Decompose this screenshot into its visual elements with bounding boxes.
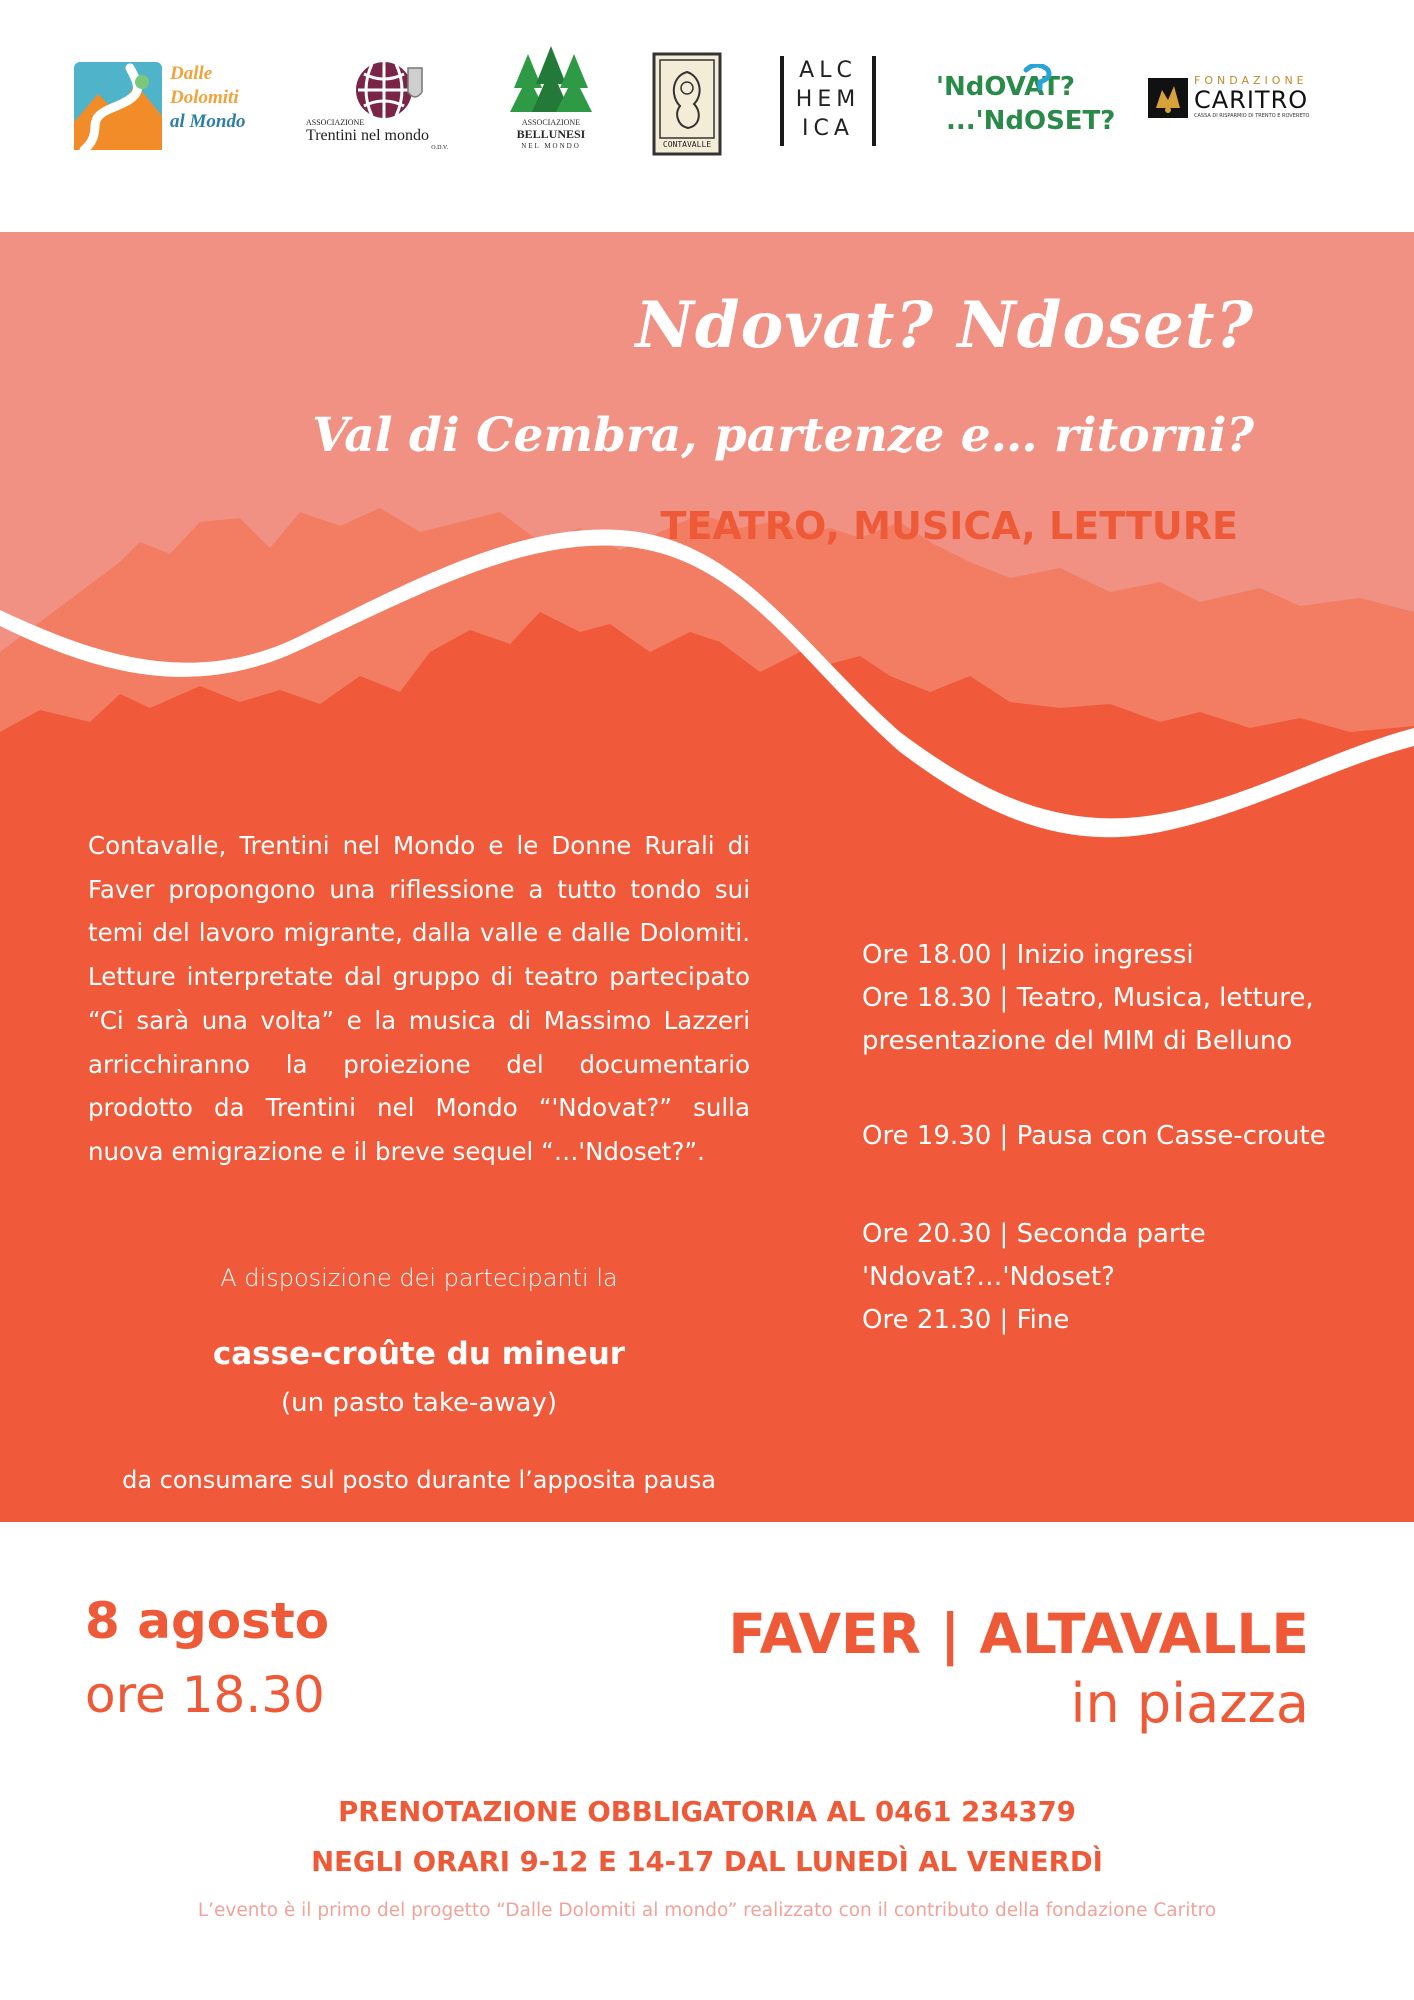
- alchemica-line3: ICA: [802, 116, 854, 141]
- alchemica-line1: ALC: [799, 58, 857, 83]
- meal-name: casse-croûte du mineur: [212, 1336, 626, 1372]
- schedule-group-3: [862, 1213, 1382, 1342]
- schedule-line: Ore 21.30 | Fine: [862, 1305, 1070, 1335]
- dolomiti-line2: Dolomiti: [170, 87, 239, 108]
- trentini-line2: Trentini nel mondo: [306, 127, 429, 144]
- alchemica-line2: HEM: [795, 87, 861, 112]
- schedule-line: presentazione del MIM di Belluno: [862, 1026, 1293, 1056]
- logo-bellunesi-nel-mondo: [508, 46, 594, 158]
- schedule-group-1: [862, 934, 1382, 1063]
- dolomiti-map-icon: [72, 60, 164, 152]
- trentini-line1: ASSOCIAZIONE: [306, 118, 365, 127]
- event-date: 8 agosto: [85, 1592, 330, 1650]
- schedule-line: Ore 20.30 | Seconda parte: [862, 1219, 1206, 1249]
- dolomiti-line1: Dalle: [170, 63, 213, 84]
- logo-dalle-dolomiti: [72, 58, 262, 154]
- event-venue: in piazza: [1070, 1672, 1309, 1735]
- meal-note: (un pasto take-away): [280, 1388, 557, 1418]
- bellunesi-line1: ASSOCIAZIONE: [521, 118, 581, 127]
- caritro-line3: CASSA DI RISPARMIO DI TRENTO E ROVERETO: [1194, 113, 1310, 119]
- ndovat-line1: 'NdOVAT?: [936, 72, 1076, 102]
- booking-line-2: NEGLI ORARI 9-12 E 14-17 DAL LUNEDÌ AL VENERDÌ: [311, 1846, 1103, 1878]
- meal-outro: da consumare sul posto durante l’apposita pausa: [122, 1466, 716, 1494]
- logo-ndovat-ndoset: [936, 64, 1116, 148]
- caritro-line2: CARITRO: [1194, 86, 1309, 114]
- trentini-line3: O.D.V.: [431, 145, 448, 151]
- logo-trentini-nel-mondo: [306, 56, 456, 156]
- logo-alchemica: [780, 56, 876, 146]
- event-title: Ndovat? Ndoset?: [635, 288, 1254, 363]
- schedule-line: Ore 18.00 | Inizio ingressi: [862, 940, 1194, 970]
- partner-logos: [0, 0, 1414, 232]
- bellunesi-line2: BELLUNESI: [516, 127, 586, 141]
- schedule-line: 'Ndovat?…'Ndoset?: [862, 1262, 1115, 1292]
- event-place: FAVER | ALTAVALLE: [728, 1602, 1309, 1666]
- event-time: ore 18.30: [85, 1666, 325, 1724]
- event-subtitle: Val di Cembra, partenze e… ritorni?: [312, 408, 1254, 463]
- event-genre: TEATRO, MUSICA, LETTURE: [660, 504, 1238, 548]
- contavalle-label: CONTAVALLE: [662, 140, 712, 149]
- dolomiti-line3: al Mondo: [170, 111, 246, 132]
- schedule-line: Ore 19.30 | Pausa con Casse-croute: [862, 1121, 1326, 1151]
- caritro-emblem-icon: [1148, 78, 1188, 118]
- booking-line-1: PRENOTAZIONE OBBLIGATORIA AL 0461 234379: [338, 1796, 1076, 1828]
- caritro-line1: FONDAZIONE: [1194, 74, 1308, 87]
- ndovat-line2: ...'NdOSET?: [946, 106, 1116, 136]
- logo-fondazione-caritro: [1148, 74, 1338, 134]
- globe-icon: [352, 56, 424, 122]
- schedule-group-2: [862, 1115, 1382, 1158]
- question-mark-icon: [1020, 64, 1054, 94]
- event-description: Contavalle, Trentini nel Mondo e le Donne Rurali di Faver propongono una riflessione a tutto tondo sui temi del lavoro migrante, dalla valle e dalle Dolomiti. Letture interpretate dal gruppo di teatro partecipato “Ci sarà una volta” e la musica di Massimo Lazzeri arricchiranno la proiezione del documentario prodotto da Trentini nel Mondo “'Ndovat?” sulla nuova emigrazione e il breve sequel “…'Ndoset?”.: [88, 831, 750, 1166]
- trees-icon: [508, 46, 594, 118]
- logo-contavalle: [652, 52, 722, 156]
- meal-intro: A disposizione dei partecipanti la: [220, 1264, 618, 1292]
- project-footnote: L’evento è il primo del progetto “Dalle Dolomiti al mondo” realizzato con il contributo della fondazione Caritro: [197, 1900, 1217, 1921]
- bellunesi-line3: NEL MONDO: [521, 142, 581, 150]
- schedule-line: Ore 18.30 | Teatro, Musica, letture,: [862, 983, 1314, 1013]
